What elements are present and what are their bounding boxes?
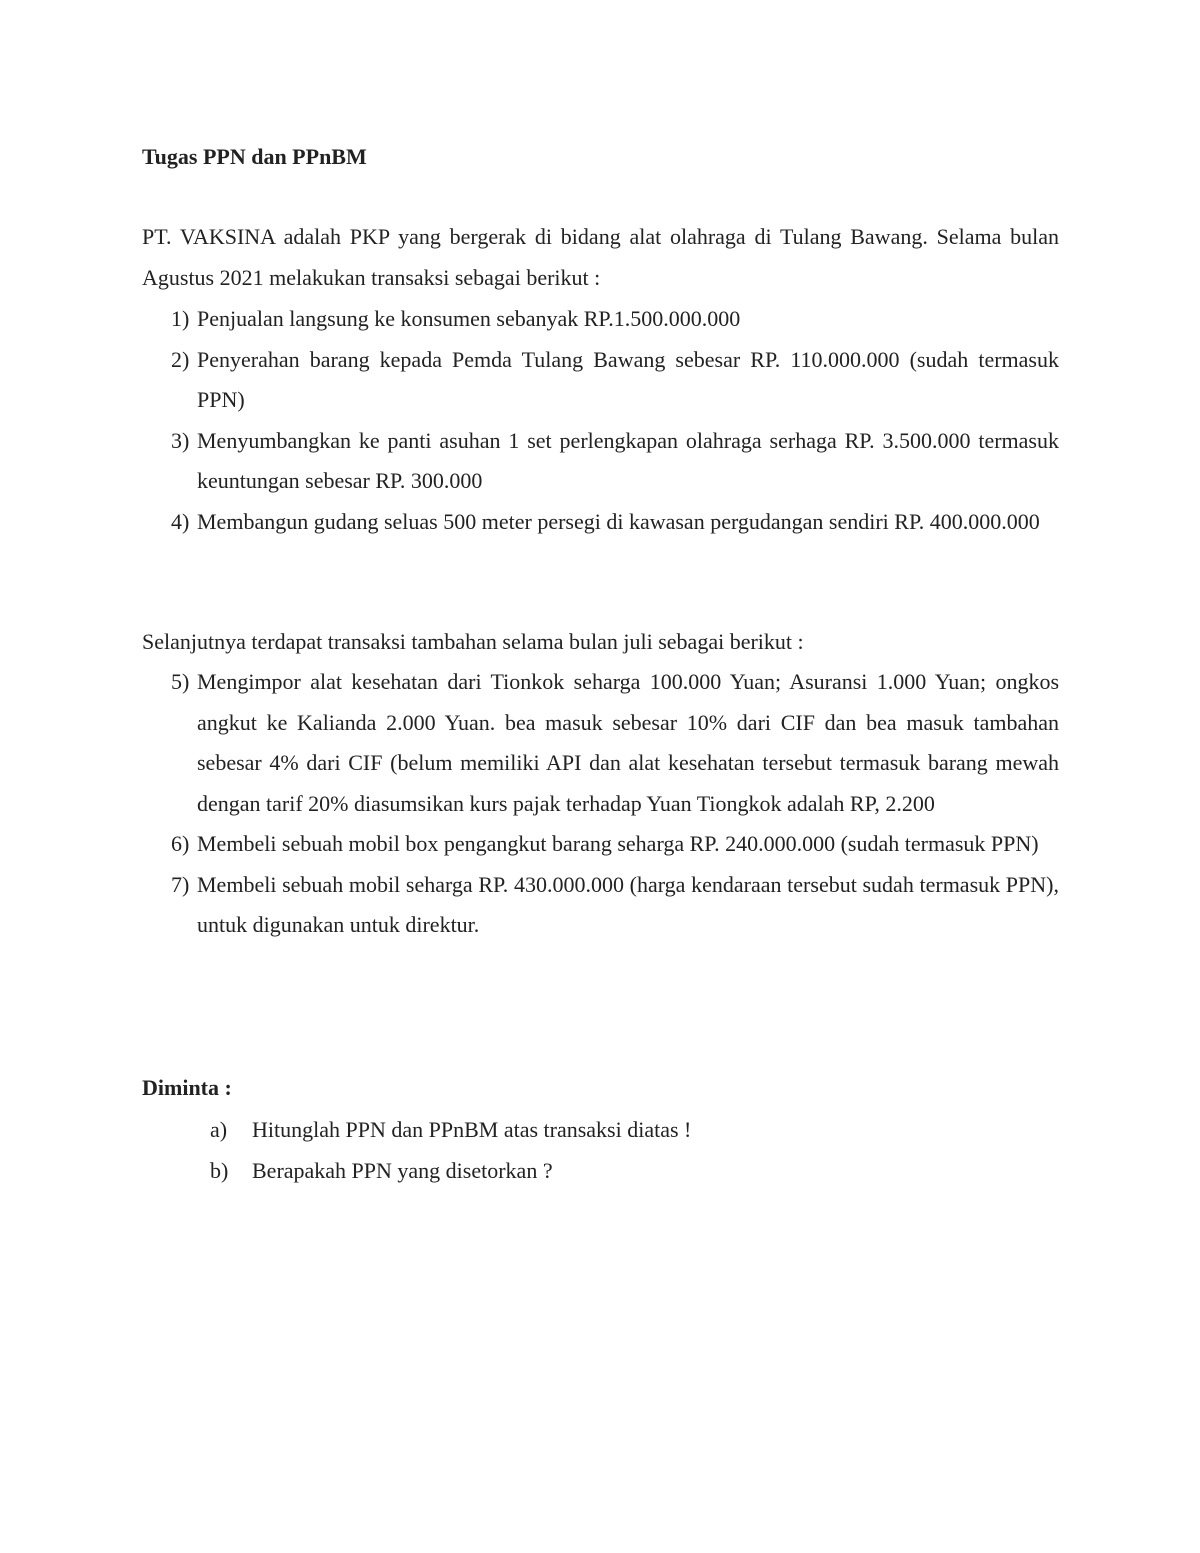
list-item-text: Penyerahan barang kepada Pemda Tulang Bawang sebesar RP. 110.000.000 (sudah termasuk PPN) xyxy=(197,346,1059,412)
list-item-number: 4) xyxy=(171,508,190,534)
list-item-text: Membangun gudang seluas 500 meter persegi di kawasan pergudangan sendiri RP. 400.000.000 xyxy=(197,508,1040,534)
transaction-list-august xyxy=(142,299,1059,542)
request-list xyxy=(142,1110,1059,1191)
list-item xyxy=(142,502,1059,543)
document-title: Tugas PPN dan PPnBM xyxy=(142,144,367,169)
list-item-number: 1) xyxy=(171,306,190,331)
list-item-number: 3) xyxy=(171,427,190,453)
continuation-paragraph: Selanjutnya terdapat transaksi tambahan selama bulan juli sebagai berikut : xyxy=(142,629,804,654)
list-item-text: Membeli sebuah mobil seharga RP. 430.000.000 (harga kendaraan tersebut sudah termasuk PPN), untuk digunakan untuk direktur. xyxy=(197,871,1059,937)
list-item-text: Menyumbangkan ke panti asuhan 1 set perlengkapan olahraga serhaga RP. 3.500.000 termasuk keuntungan sebesar RP. 300.000 xyxy=(197,427,1059,493)
transaction-list-july xyxy=(142,662,1059,946)
list-item xyxy=(142,421,1059,502)
list-item xyxy=(142,1151,1059,1192)
list-item xyxy=(142,340,1059,421)
list-item-text: Hitunglah PPN dan PPnBM atas transaksi diatas ! xyxy=(252,1117,692,1142)
list-item-number: 5) xyxy=(171,669,190,694)
list-item-number: 6) xyxy=(171,831,190,856)
list-item-text: Berapakah PPN yang disetorkan ? xyxy=(252,1157,553,1183)
list-item-text: Penjualan langsung ke konsumen sebanyak RP.1.500.000.000 xyxy=(197,306,741,331)
list-item-text: Mengimpor alat kesehatan dari Tionkok seharga 100.000 Yuan; Asuransi 1.000 Yuan; ongkos angkut ke Kalianda 2.000 Yuan. bea masuk sebesar 10% dari CIF dan bea masuk tambahan sebesar 4% dari CIF (belum memiliki API dan alat kesehatan tersebut termasuk barang mewah dengan tarif 20% diasumsikan kurs pajak terhadap Yuan Tiongkok adalah RP, 2.200 xyxy=(197,669,1059,816)
list-item-letter: b) xyxy=(210,1157,229,1183)
list-item xyxy=(142,865,1059,946)
request-heading: Diminta : xyxy=(142,1075,232,1100)
list-item-text: Membeli sebuah mobil box pengangkut barang seharga RP. 240.000.000 (sudah termasuk PPN) xyxy=(197,831,1039,856)
list-item xyxy=(142,662,1059,824)
list-item-number: 2) xyxy=(171,346,190,372)
list-item xyxy=(142,824,1059,865)
intro-paragraph: PT. VAKSINA adalah PKP yang bergerak di bidang alat olahraga di Tulang Bawang. Selama bulan Agustus 2021 melakukan transaksi sebagai berikut : xyxy=(142,224,1059,290)
list-item-number: 7) xyxy=(171,871,190,897)
list-item xyxy=(142,299,1059,340)
list-item xyxy=(142,1110,1059,1151)
list-item-letter: a) xyxy=(210,1117,228,1142)
